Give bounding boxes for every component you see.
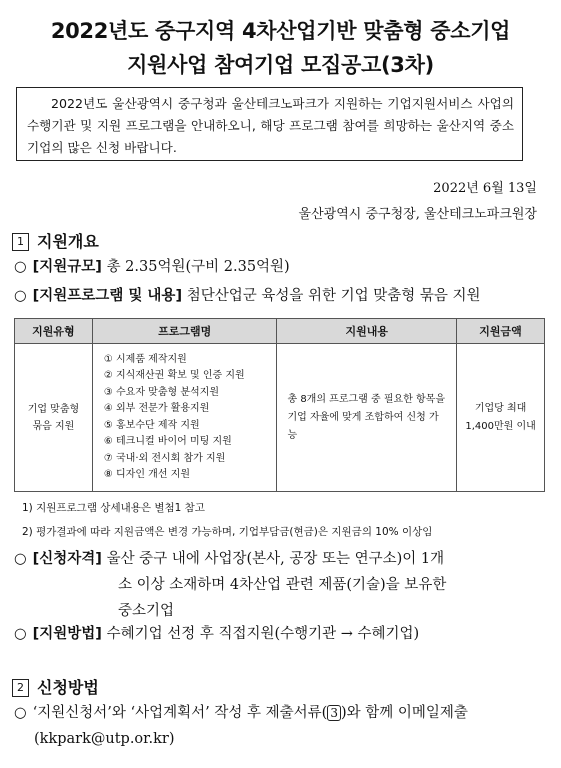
bullet-icon: ○: [14, 288, 27, 304]
support-amount-cell: [457, 344, 545, 492]
bullet-icon: ○: [14, 259, 27, 275]
apply-text-b: )와 함께 이메일제출: [340, 705, 468, 721]
table-row: [15, 344, 545, 492]
footnote-1: 1) 지원프로그램 상세내용은 별첨1 참고: [22, 502, 205, 514]
support-type-cell: 기업 맞춤형 묶음 지원: [15, 344, 93, 492]
eligibility-line-1: 울산 중구 내에 사업장(본사, 공장 또는 연구소)이 1개: [106, 551, 445, 567]
program-item: ⑥ 테크니컬 바이어 미팅 지원: [103, 436, 232, 447]
title-line-2: 지원사업 참여기업 모집공고(3차): [127, 53, 434, 77]
eligibility-line-2: 소 이상 소재하며 4차산업 관련 제품(기술)을 보유한: [118, 577, 447, 593]
support-scale: [14, 254, 544, 280]
apply-text-a: ‘지원신청서’와 ‘사업계획서’ 작성 후 제출서류(: [32, 705, 328, 721]
section-1-number: 1: [12, 233, 29, 251]
notice-date: 2022년 6월 13일: [433, 181, 537, 196]
program-item: ② 지식재산권 확보 및 인증 지원: [103, 370, 245, 381]
support-scale-text: 총 2.35억원(구비 2.35억원): [106, 259, 290, 275]
table-header: 지원유형: [15, 319, 93, 344]
section-1-heading: [12, 229, 99, 252]
support-program-key: [지원프로그램 및 내용]: [32, 288, 183, 304]
section-1-title: 지원개요: [37, 232, 99, 251]
program-item: ⑧ 디자인 개선 지원: [103, 469, 190, 480]
table-header: 지원금액: [457, 319, 545, 344]
intro-box: 2022년도 울산광역시 중구청과 울산테크노파크가 지원하는 기업지원서비스 사업의 수행기관 및 지원 프로그램을 안내하오니, 해당 프로그램 참여를 희망하는 울산지역 중소기업의 많은 신청 바랍니다.: [16, 87, 523, 161]
support-program-text: 첨단산업군 육성을 위한 기업 맞춤형 묶음 지원: [186, 288, 481, 304]
bullet-icon: ○: [14, 551, 27, 567]
eligibility: [14, 546, 544, 624]
section-2-heading: [12, 675, 99, 698]
program-table: [14, 318, 545, 492]
program-item: ③ 수요자 맞춤형 분석지원: [103, 386, 219, 398]
eligibility-key: [신청자격]: [32, 551, 102, 567]
program-item: ⑦ 국내·외 전시회 참가 지원: [103, 452, 226, 464]
section-2-title: 신청방법: [37, 678, 99, 697]
title-line-1: 2022년도 중구지역 4차산업기반 맞춤형 중소기업: [50, 19, 511, 43]
bullet-icon: ○: [14, 626, 27, 642]
support-method-key: [지원방법]: [32, 626, 102, 642]
apply-method: [14, 700, 544, 752]
amount-line: 1,400만원 이내: [465, 420, 536, 432]
bullet-icon: ○: [14, 705, 27, 721]
support-method-text: 수혜기업 선정 후 직접지원(수행기관 → 수혜기업): [106, 626, 420, 642]
table-header-row: [15, 319, 545, 344]
support-scale-key: [지원규모]: [32, 259, 102, 275]
support-program: [14, 283, 544, 309]
program-item: ① 시제품 제작지원: [103, 353, 187, 365]
program-list-cell: [92, 344, 277, 492]
amount-line: 기업당 최대: [474, 402, 527, 414]
support-content-cell: 총 8개의 프로그램 중 필요한 항목을 기업 자율에 맞게 조합하여 신청 가능: [277, 344, 457, 492]
notice-signer: 울산광역시 중구청장, 울산테크노파크원장: [298, 207, 537, 222]
eligibility-line-3: 중소기업: [118, 603, 175, 619]
circled-number-icon: 3: [327, 705, 341, 721]
apply-email: (kkpark@utp.or.kr): [34, 731, 175, 747]
section-2-number: 2: [12, 679, 29, 697]
table-header: 지원내용: [277, 319, 457, 344]
program-item: ④ 외부 전문가 활용지원: [103, 403, 210, 414]
table-header: 프로그램명: [92, 319, 277, 344]
support-method: [14, 621, 544, 647]
program-item: ⑤ 홍보수단 제작 지원: [103, 419, 200, 431]
footnote-2: 2) 평가결과에 따라 지원금액은 변경 가능하며, 기업부담금(현금)은 지원금의 10% 이상임: [22, 526, 433, 538]
